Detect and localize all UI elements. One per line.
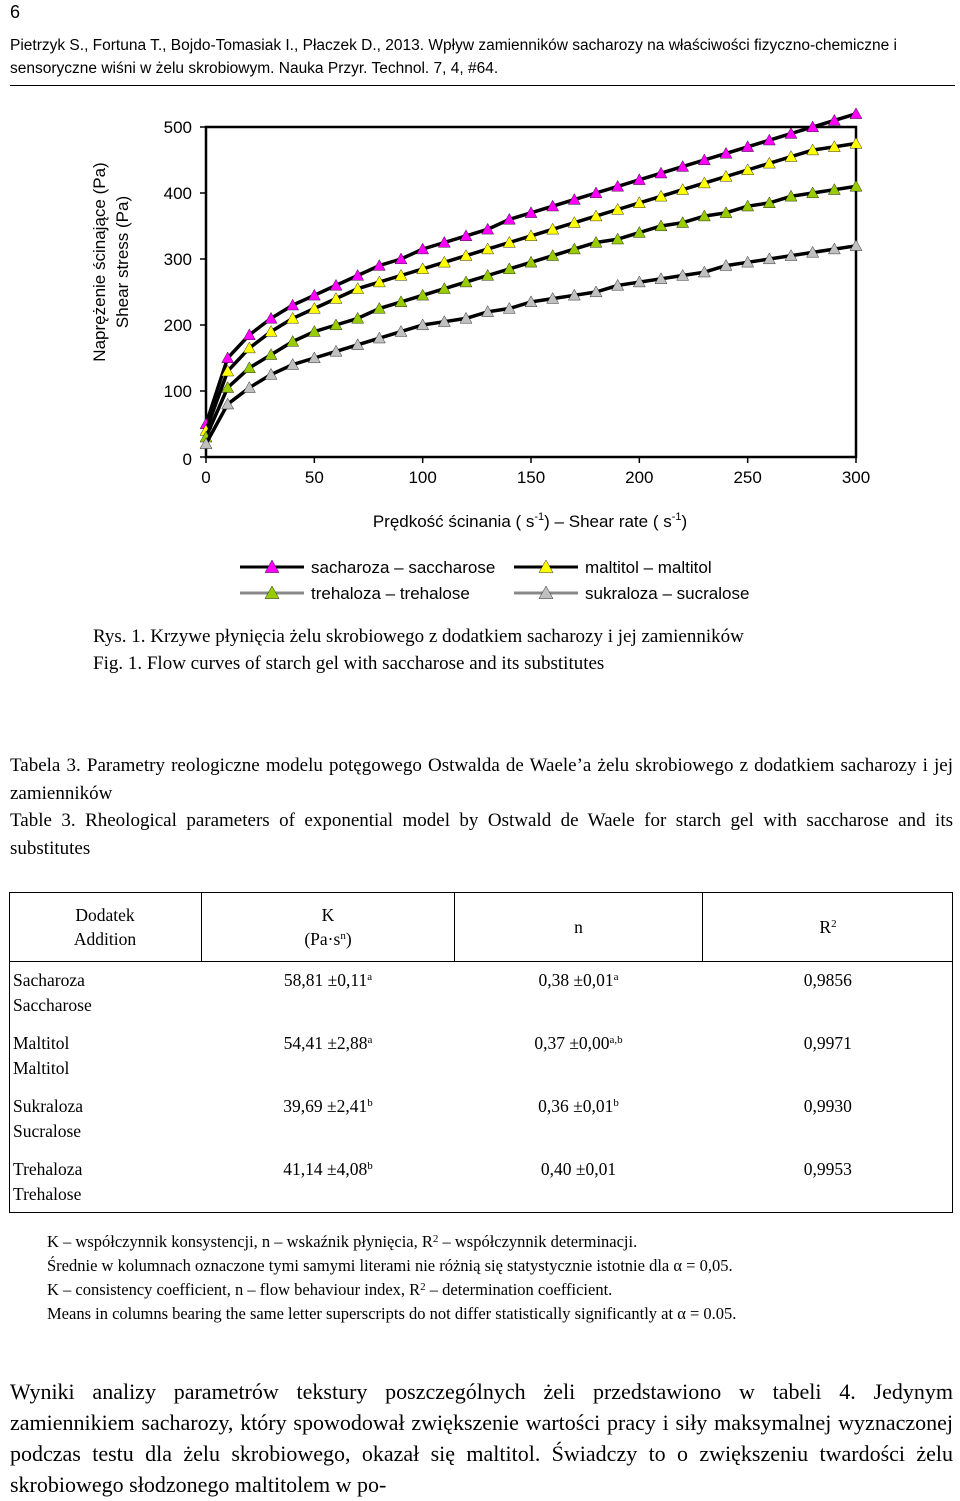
legend-item [240, 584, 470, 603]
header-n: n [455, 892, 703, 962]
x-tick-label: 0 [201, 468, 211, 487]
x-tick-label: 100 [408, 468, 437, 487]
header-rule [10, 85, 955, 86]
cell-n: 0,40 ±0,01 [540, 1159, 617, 1179]
figure-caption-pl: Rys. 1. Krzywe płynięcia żelu skrobiowego z dodatkiem sacharozy i jej zamienników [93, 626, 744, 647]
y-tick-label: 200 [163, 316, 192, 335]
cell-addition: Sukraloza Sucralose [13, 1096, 83, 1141]
legend-label: sukraloza – sucralose [585, 584, 750, 603]
figure-caption-en: Fig. 1. Flow curves of starch gel with saccharose and its substitutes [93, 653, 605, 674]
table-note: Średnie w kolumnach oznaczone tymi samymi literami nie różnią się statystycznie istotnie dla α = 0,05. [47, 1256, 733, 1275]
cell-r2: 0,9953 [803, 1159, 852, 1179]
table-notes [47, 1230, 952, 1326]
cell-r2: 0,9930 [803, 1096, 852, 1116]
table-note: K – consistency coefficient, n – flow behaviour index, $R^2$ – determination coefficient. [47, 1280, 613, 1299]
table-header-row [9, 892, 953, 962]
rheology-table [9, 892, 953, 1214]
cell-k: 41,14 ±4,08$^b$ [283, 1159, 373, 1179]
table-row [9, 1025, 953, 1088]
data-point [850, 108, 862, 119]
legend-item [514, 584, 749, 603]
cell-n: 0,38 ±0,01$^a$ [538, 970, 619, 990]
body-paragraph: Wyniki analizy parametrów tekstury poszczególnych żeli przedstawiono w tabeli 4. Jedynym zamiennikiem sacharozy, który spowodował zwiększenie wartości pracy i siły maksymalnej wyznaczonej podczas testu dla żelu skrobiowego, okazał się maltitol. Świadczy to o zwiększeniu twardości żelu skrobiowego słodzonego maltitolem w po- [10, 1379, 953, 1497]
legend-label: maltitol – maltitol [585, 558, 712, 577]
x-tick-label: 200 [625, 468, 654, 487]
cell-r2: 0,9856 [803, 970, 852, 990]
y-tick-label: 0 [182, 450, 192, 469]
table-row [9, 1151, 953, 1214]
cell-k: 39,69 ±2,41$^b$ [283, 1096, 373, 1116]
table-caption-en: Table 3. Rheological parameters of exponential model by Ostwald de Waele for starch gel with saccharose and its substitutes [10, 810, 953, 859]
y-axis-title [90, 162, 132, 361]
x-tick-label: 300 [841, 468, 871, 487]
x-tick-label: 150 [516, 468, 546, 487]
y-tick-label: 100 [163, 382, 192, 401]
cell-k: 58,81 ±0,11$^a$ [283, 970, 373, 990]
y-tick-label: 400 [163, 184, 192, 203]
cell-n: $0,37 \pm 0,00^{a,b}$ [534, 1033, 623, 1053]
table-caption-pl: Tabela 3. Parametry reologiczne modelu potęgowego Ostwalda de Waele’a żelu skrobiowego z dodatkiem sacharozy i jej zamienników [10, 755, 953, 804]
table-note: K – współczynnik konsystencji, n – wskaźnik płynięcia, $R^2$ – współczynnik determinacji. [47, 1232, 638, 1251]
legend-item [514, 558, 712, 577]
header-citation: Pietrzyk S., Fortuna T., Bojdo-Tomasiak I., Płaczek D., 2013. Wpływ zamienników sacharozy na właściwości fizyczno-chemiczne i sensoryczne wiśni w żelu skrobiowym. Nauka Przyr. Technol. 7, 4, #64. [10, 37, 897, 77]
legend-label: trehaloza – trehalose [311, 584, 470, 603]
page-number: 6 [10, 2, 21, 22]
y-tick-label: 500 [163, 118, 192, 137]
x-axis-ticks [201, 457, 870, 487]
table-row [9, 962, 953, 1026]
cell-n: 0,36 ±0,01$^b$ [538, 1096, 619, 1116]
table-note: Means in columns bearing the same letter superscripts do not differ statistically significantly at α = 0.05. [47, 1304, 737, 1323]
header-addition: Dodatek Addition [9, 892, 202, 962]
y-axis-title-en: Shear stress (Pa) [113, 195, 132, 329]
header-r2: $R^2$ [703, 892, 954, 962]
cell-addition: Trehaloza Trehalose [13, 1159, 83, 1204]
y-axis-title-pl: Naprężenie ścinające (Pa) [90, 162, 109, 362]
flow-curves-chart [0, 95, 960, 610]
cell-k: 54,41 ±2,88$^a$ [283, 1033, 373, 1053]
table-caption [10, 752, 953, 862]
table-row [9, 1088, 953, 1151]
y-axis-ticks [164, 118, 206, 469]
x-tick-label: 250 [733, 468, 762, 487]
chart-legend [240, 558, 749, 603]
cell-addition: Sacharoza Saccharose [13, 970, 92, 1015]
x-axis-title: Prędkość ścinania ( $s^{-1}$) – Shear rate ( $s^{-1}$) [372, 511, 688, 531]
cell-r2: 0,9971 [803, 1033, 852, 1053]
legend-label: sacharoza – saccharose [311, 558, 496, 577]
header-k: K $(Pa\cdot s^n)$ [202, 892, 455, 962]
plot-area [206, 127, 856, 457]
legend-item [240, 558, 495, 577]
x-tick-label: 50 [304, 468, 324, 487]
cell-addition: Maltitol Maltitol [13, 1033, 70, 1078]
y-tick-label: 300 [163, 250, 192, 269]
figure-caption [93, 623, 883, 677]
